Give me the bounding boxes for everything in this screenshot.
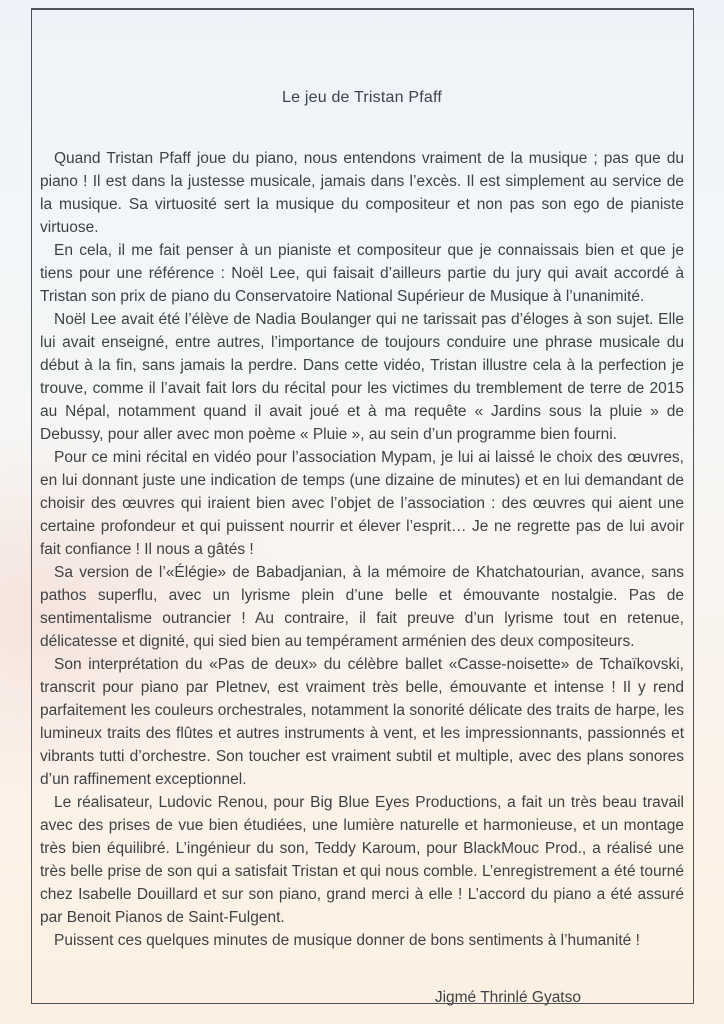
page-title: Le jeu de Tristan Pfaff [282,89,442,106]
paragraph: Le réalisateur, Ludovic Renou, pour Big Blue Eyes Productions, a fait un très beau travail avec des prises de vue bien étudiées, une lumière naturelle et harmonieuse, et un montage très bien équilibré. L’ingénieur du son, Teddy Karoum, pour BlackMouc Prod., a réalisé une très belle prise de son qui a satisfait Tristan et qui nous comble. L’enregistrement a été tourné chez Isabelle Douillard et sur son piano, grand merci à elle ! L’accord du piano a été assuré par Benoit Pianos de Saint-Fulgent. [40,794,684,926]
paragraph: Sa version de l’«Élégie» de Babadjanian, à la mémoire de Khatchatourian, avance, sans pathos superflu, avec un lyrisme plein d’une belle et émouvante nostalgie. Pas de sentimentalisme outrancier ! Au contraire, il fait preuve d’un lyrisme tout en retenue, délicatesse et dignité, qui sied bien au tempérament arménien des deux compositeurs. [40,564,684,650]
paragraph: Son interprétation du «Pas de deux» du célèbre ballet «Casse-noisette» de Tchaïkovski, transcrit pour piano par Pletnev, est vraiment très belle, émouvante et intense ! Il y rend parfaitement les couleurs orchestrales, notamment la sonorité délicate des traits de harpe, les lumineux traits des flûtes et autres instruments à vent, et les impressionnants, passionnés et vibrants tutti d’orchestre. Son toucher est vraiment subtil et multiple, avec des plans sonores d’un raffinement exceptionnel. [40,656,684,788]
paragraph: Quand Tristan Pfaff joue du piano, nous entendons vraiment de la musique ; pas que du piano ! Il est dans la justesse musicale, jamais dans l’excès. Il est simplement au service de la musique. Sa virtuosité sert la musique du compositeur et non pas son ego de pianiste virtuose. [40,150,684,236]
paragraph: Pour ce mini récital en vidéo pour l’association Mypam, je lui ai laissé le choix des œuvres, en lui donnant juste une indication de temps (une dizaine de minutes) et en lui demandant de choisir des œuvres qui iraient bien avec l’objet de l’association : des œuvres qui aient une certaine profondeur et qui puissent nourrir et élever l’esprit… Je ne regrette pas de lui avoir fait confiance ! Il nous a gâtés ! [40,449,684,558]
document-content [40,0,684,1009]
body-text [40,147,684,952]
paragraph: Puissent ces quelques minutes de musique donner de bons sentiments à l’humanité ! [54,932,640,949]
paragraph: Noël Lee avait été l’élève de Nadia Boulanger qui ne tarissait pas d’éloges à son sujet. Elle lui avait enseigné, entre autres, l’importance de toujours conduire une phrase musicale du début à la fin, sans jamais la perdre. Dans cette vidéo, Tristan illustre cela à la perfection je trouve, comme il l’avait fait lors du récital pour les victimes du tremblement de terre de 2015 au Népal, notamment quand il avait joué et à ma requête « Jardins sous la pluie » de Debussy, pour aller avec mon poème « Pluie », au sein d’un programme bien fourni. [40,311,684,443]
paragraph: En cela, il me fait penser à un pianiste et compositeur que je connaissais bien et que je tiens pour une référence : Noël Lee, qui faisait d’ailleurs partie du jury qui avait accordé à Tristan son prix de piano du Conservatoire National Supérieur de Musique à l’unanimité. [40,242,684,305]
signature: Jigmé Thrinlé Gyatso [434,989,581,1006]
